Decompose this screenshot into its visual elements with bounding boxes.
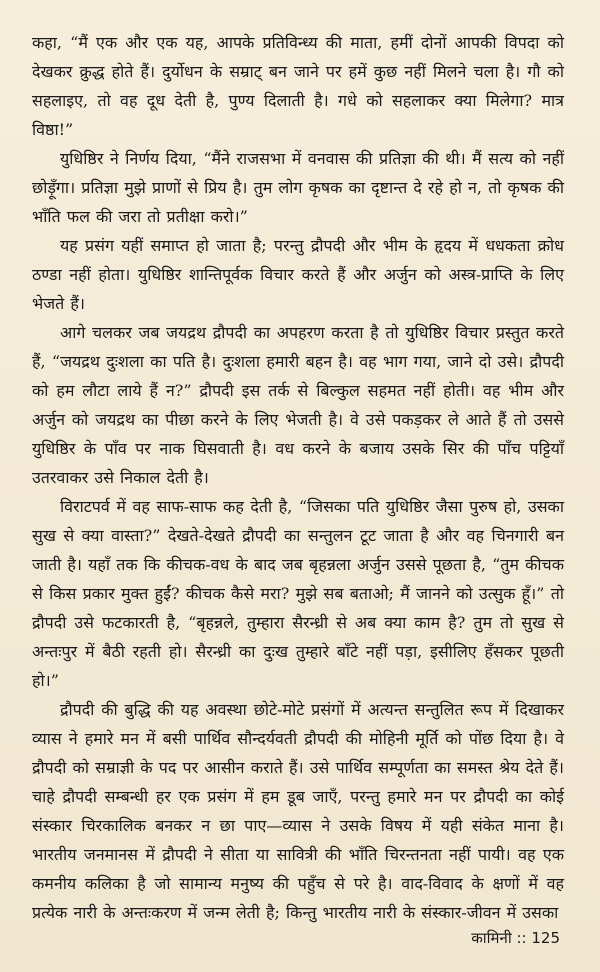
paragraph-6: द्रौपदी की बुद्धि की यह अवस्था छोटे-मोटे प्रसंगों में अत्यन्त सन्तुलित रूप में दिखाकर व्यास ने हमारे मन में बसी पार्थिव सौन्दर्यवती द्रौपदी की मोहिनी मूर्ति को पोंछ दिया है। वे द्रौपदी को सम्राज्ञी के पद पर आसीन कराते हैं। उसे पार्थिव सम्पूर्णता का समस्त श्रेय देते हैं। चाहे द्रौपदी सम्बन्धी हर एक प्रसंग में हम डूब जाएँ, परन्तु हमारे मन पर द्रौपदी का कोई संस्कार चिरकालिक बनकर न छा पाए—व्यास ने उसके विषय में यही संकेत माना है। भारतीय जनमानस में द्रौपदी ने सीता या सावित्री की भाँति चिरन्तनता नहीं पायी। वह एक कमनीय कलिका है जो सामान्य मनुष्य की पहुँच से परे है। वाद-विवाद के क्षणों में वह प्रत्येक नारी के अन्तःकरण में जन्म लेती है; किन्तु भारतीय नारी के संस्कार-जीवन में उसका bbox=[32, 700, 564, 922]
paragraph-3: यह प्रसंग यहीं समाप्त हो जाता है; परन्तु द्रौपदी और भीम के हृदय में धधकता क्रोध ठण्डा नहीं होता। युधिष्ठिर शान्तिपूर्वक विचार करते हैं और अर्जुन को अस्त्र-प्राप्ति के लिए भेजते हैं। bbox=[32, 236, 564, 313]
paragraph-5: विराटपर्व में वह साफ-साफ कह देती है, “जिसका पति युधिष्ठिर जैसा पुरुष हो, उसका सुख से क्या वास्ता?” देखते-देखते द्रौपदी का सन्तुलन टूट जाता है और वह चिनगारी बन जाती है। यहाँ तक कि कीचक-वध के बाद जब बृहन्नला अर्जुन उससे पूछता है, “तुम कीचक से किस प्रकार मुक्त हुईं? कीचक कैसे मरा? मुझे सब बताओ; मैं जानने को उत्सुक हूँ।” तो द्रौपदी उसे फटकारती है, “बृहन्नले, तुम्हारा सैरन्ध्री से अब क्या काम है? तुम तो सुख से अन्तःपुर में बैठी रहती हो। सैरन्ध्री का दुःख तुम्हारे बाँटे नहीं पड़ा, इसीलिए हँसकर पूछती हो।” bbox=[32, 497, 564, 690]
paragraph-4: आगे चलकर जब जयद्रथ द्रौपदी का अपहरण करता है तो युधिष्ठिर विचार प्रस्तुत करते हैं, “जयद्रथ दुःशला का पति है। दुःशला हमारी बहन है। वह भाग गया, जाने दो उसे। द्रौपदी को हम लौटा लाये हैं न?” द्रौपदी इस तर्क से बिल्कुल सहमत नहीं होती। वह भीम और अर्जुन को जयद्रथ का पीछा करने के लिए भेजती है। वे उसे पकड़कर ले आते हैं तो उससे युधिष्ठिर के पाँव पर नाक घिसवाती है। वध करने के बजाय उसके सिर की पाँच पट्टियाँ उतरवाकर उसे निकाल देती है। bbox=[32, 323, 564, 487]
paragraph-2: युधिष्ठिर ने निर्णय दिया, “मैंने राजसभा में वनवास की प्रतिज्ञा की थी। मैं सत्य को नहीं छोड़ूँगा। प्रतिज्ञा मुझे प्राणों से प्रिय है। तुम लोग कृषक का दृष्टान्त दे रहे हो न, तो कृषक की भाँति फल की जरा तो प्रतीक्षा करो।” bbox=[32, 149, 564, 226]
page-footer: कामिनी :: 125 bbox=[471, 929, 560, 947]
paragraph-1: कहा, “मैं एक और एक यह, आपके प्रतिविन्ध्य की माता, हमीं दोनों आपकी विपदा को देखकर क्रुद्ध होते हैं। दुर्योधन के सम्राट् बन जाने पर हमें कुछ नहीं मिलने चला है। गौ को सहलाइए, तो वह दूध देती है, पुण्य दिलाती है। गधे को सहलाकर क्या मिलेगा? मात्र विष्ठा!” bbox=[32, 33, 564, 139]
